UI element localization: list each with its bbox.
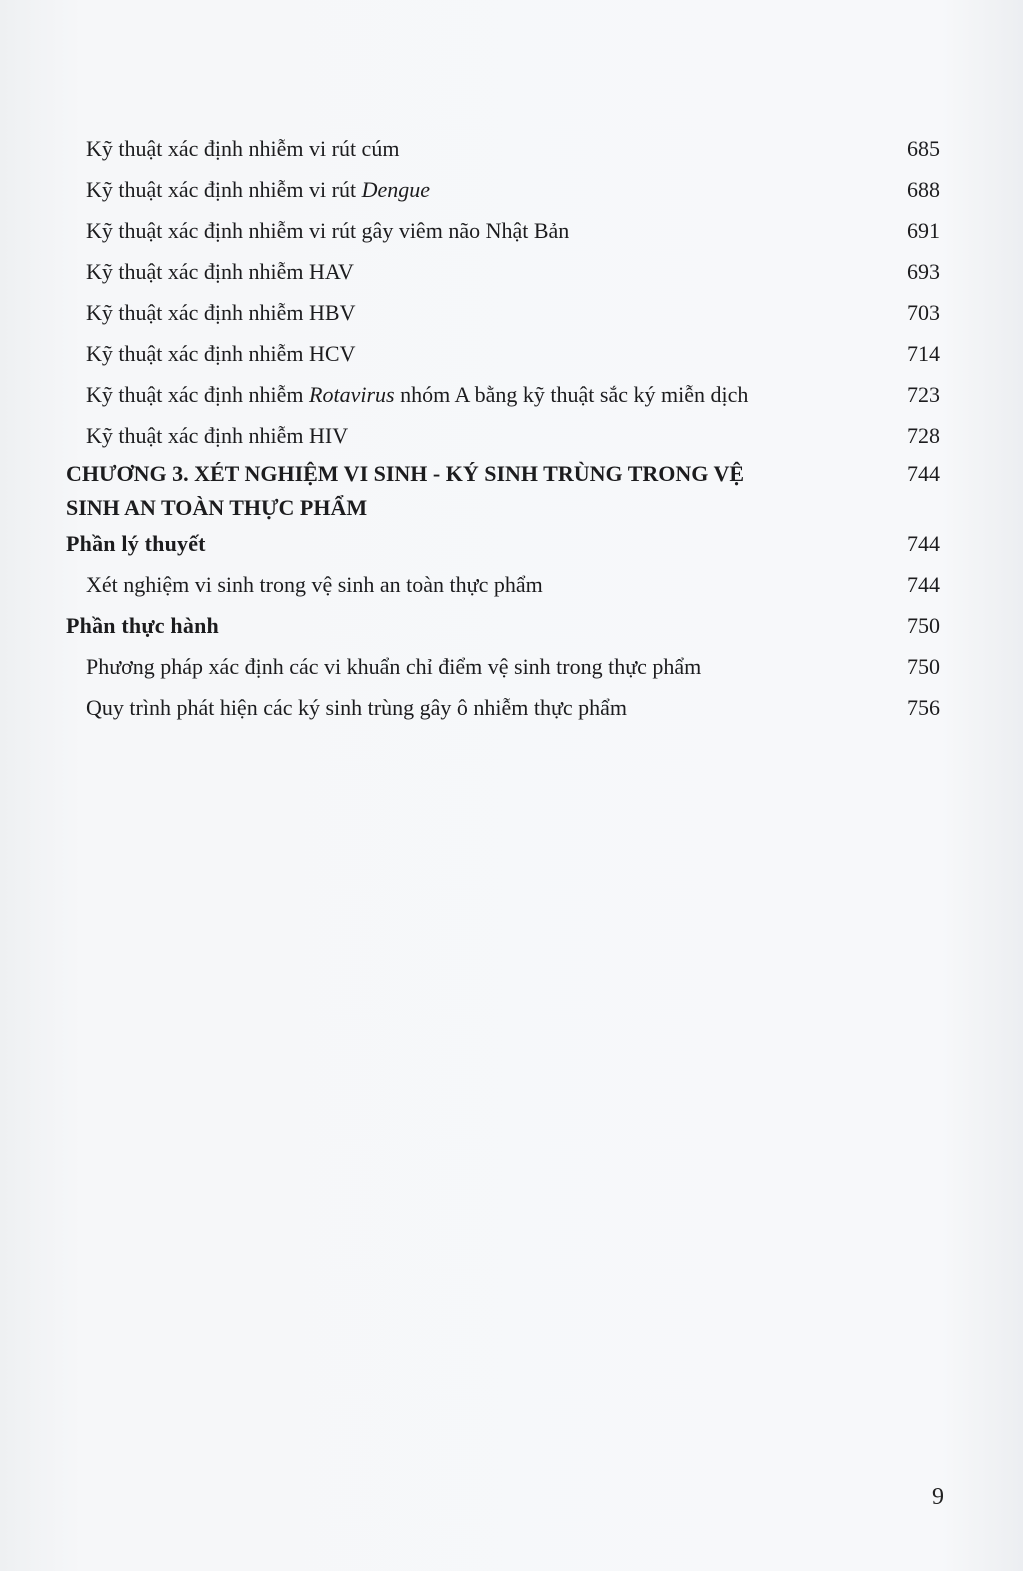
toc-entry[interactable] [66, 415, 940, 456]
table-of-contents [66, 128, 940, 728]
toc-entry[interactable] [66, 333, 940, 374]
toc-entry[interactable] [66, 292, 940, 333]
part-page: 744 [907, 531, 940, 556]
toc-entry-title: Kỹ thuật xác định nhiễm vi rút gây viêm não Nhật Bản [86, 218, 570, 243]
chapter-title-line1: CHƯƠNG 3. XÉT NGHIỆM VI SINH - KÝ SINH TRÙNG TRONG VỆ [66, 461, 745, 486]
toc-entry-title: Phương pháp xác định các vi khuẩn chỉ điểm vệ sinh trong thực phẩm [86, 654, 702, 679]
toc-entry[interactable] [66, 251, 940, 292]
toc-entry-page: 744 [907, 572, 940, 597]
toc-entry-title-italic: Dengue [361, 177, 430, 202]
toc-entry-title-text: Kỹ thuật xác định nhiễm vi rút [86, 177, 362, 202]
toc-entry-title: Kỹ thuật xác định nhiễm HIV [86, 423, 349, 448]
chapter-title-line2: SINH AN TOÀN THỰC PHẨM [66, 495, 368, 520]
toc-entry-title: Xét nghiệm vi sinh trong vệ sinh an toàn thực phẩm [86, 572, 543, 597]
toc-entry-page: 685 [907, 136, 940, 161]
toc-entry-title [66, 169, 896, 210]
chapter-title [66, 457, 896, 525]
toc-entry-page: 688 [907, 177, 940, 202]
part-page: 750 [907, 613, 940, 638]
part-title: Phần thực hành [66, 613, 219, 638]
toc-entry-page: 723 [907, 382, 940, 407]
part-title: Phần lý thuyết [66, 531, 206, 556]
toc-entry-title: Kỹ thuật xác định nhiễm HCV [86, 341, 356, 366]
toc-entry[interactable] [66, 687, 940, 728]
toc-entry-page: 728 [907, 423, 940, 448]
toc-entry-title [66, 374, 896, 415]
toc-entry[interactable] [66, 128, 940, 169]
toc-entry-title-text: nhóm A bằng kỹ thuật sắc ký miễn dịch [394, 382, 749, 407]
toc-entry-page: 750 [907, 654, 940, 679]
chapter-page: 744 [907, 461, 940, 486]
toc-entry-page: 691 [907, 218, 940, 243]
toc-entry[interactable] [66, 646, 940, 687]
toc-part-practice[interactable] [66, 609, 940, 643]
toc-entry-title: Kỹ thuật xác định nhiễm vi rút cúm [86, 136, 400, 161]
toc-entry-page: 703 [907, 300, 940, 325]
toc-entry-page: 693 [907, 259, 940, 284]
toc-entry-title: Quy trình phát hiện các ký sinh trùng gây ô nhiễm thực phẩm [86, 695, 628, 720]
toc-entry[interactable] [66, 210, 940, 251]
toc-entry-title: Kỹ thuật xác định nhiễm HBV [86, 300, 356, 325]
toc-entry-page: 714 [907, 341, 940, 366]
toc-entry[interactable] [66, 374, 940, 415]
toc-entry[interactable] [66, 169, 940, 210]
toc-entry-title-italic: Rotavirus [309, 382, 395, 407]
toc-chapter-3[interactable] [66, 457, 940, 525]
toc-entry[interactable] [66, 564, 940, 605]
toc-part-theory[interactable] [66, 527, 940, 561]
toc-entry-page: 756 [907, 695, 940, 720]
page-number: 9 [932, 1484, 944, 1510]
toc-entry-title: Kỹ thuật xác định nhiễm HAV [86, 259, 354, 284]
toc-entry-title-text: Kỹ thuật xác định nhiễm [86, 382, 310, 407]
